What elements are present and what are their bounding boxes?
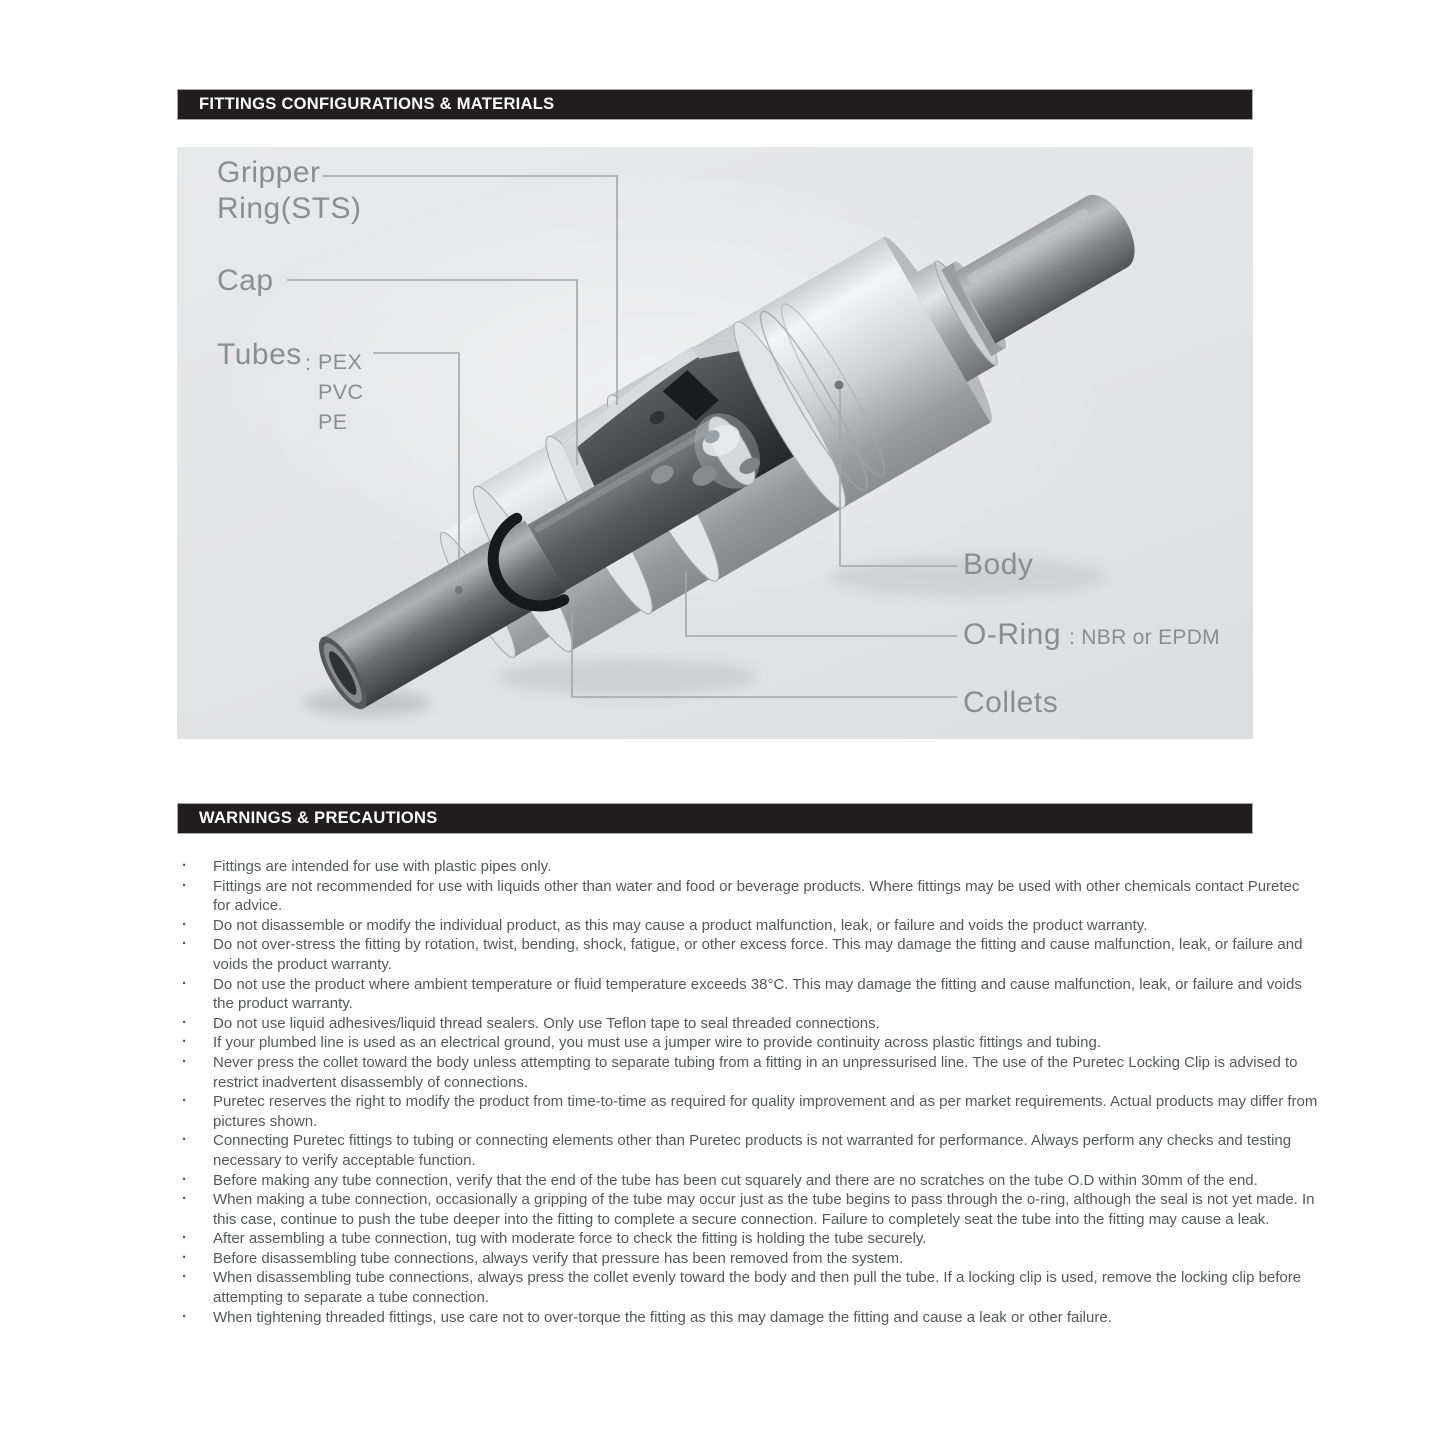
tube-callout-dot	[455, 586, 463, 594]
warnings-list	[177, 857, 1318, 1327]
label-o-ring-materials: : NBR or EPDM	[1069, 626, 1220, 649]
warning-item: · When tightening threaded fittings, use care not to over-torque the fitting as this may damage the fitting and cause a leak or other failure.	[177, 1308, 1318, 1328]
label-collets: Collets	[963, 686, 1059, 719]
warning-item: · Before disassembling tube connections, always verify that pressure has been removed from the system.	[177, 1249, 1318, 1269]
label-tube-material-pe: PE	[318, 410, 348, 434]
label-o-ring: O-Ring : NBR or EPDM	[963, 617, 1220, 656]
warning-item: · When making a tube connection, occasionally a gripping of the tube may occur just as the tube begins to pass through the o-ring, although the seal is not yet made. In this case, continue to push the tube deeper into the fitting to complete a secure connection. Failure to completely seat the tube into the fitting may cause a leak.	[177, 1190, 1318, 1229]
body-callout-dot	[835, 381, 844, 390]
warning-item: · Never press the collet toward the body unless attempting to separate tubing from a fitting in an unpressurised line. The use of the Puretec Locking Clip is advised to restrict inadvertent disassembly of connections.	[177, 1053, 1318, 1092]
warning-item: · Fittings are not recommended for use with liquids other than water and food or beverage products. Where fittings may be used with other chemicals contact Puretec for advice.	[177, 877, 1318, 916]
label-tube-material-pvc: PVC	[318, 380, 364, 404]
warning-item: · Do not over-stress the fitting by rotation, twist, bending, shock, fatigue, or other excess force. This may damage the fitting and cause malfunction, leak, or failure and voids the product warranty.	[177, 935, 1318, 974]
fittings-diagram-panel	[177, 147, 1253, 739]
section-header-warnings	[177, 803, 1253, 834]
warning-item: · Connecting Puretec fittings to tubing or connecting elements other than Puretec products is not warranted for performance. Always perform any checks and testing necessary to verify acceptable function.	[177, 1131, 1318, 1170]
leader-gripper-ring	[322, 176, 617, 405]
label-tubes-separator: :	[305, 351, 312, 375]
warning-item: · When disassembling tube connections, always press the collet evenly toward the body and then pull the tube. If a locking clip is used, remove the locking clip before attempting to separate a tube connection.	[177, 1268, 1318, 1307]
section-header-warnings-title: WARNINGS & PRECAUTIONS	[199, 809, 438, 827]
warning-item: · Puretec reserves the right to modify the product from time-to-time as required for quality improvement and as per market requirements. Actual products may differ from pictures shown.	[177, 1092, 1318, 1131]
label-cap: Cap	[217, 264, 274, 297]
warning-item: · Fittings are intended for use with plastic pipes only.	[177, 857, 1318, 877]
warning-item: · Do not disassemble or modify the individual product, as this may cause a product malfunction, leak, or failure and voids the product warranty.	[177, 916, 1318, 936]
label-body: Body	[963, 548, 1034, 581]
warning-item: · After assembling a tube connection, tug with moderate force to check the fitting is holding the tube securely.	[177, 1229, 1318, 1249]
label-gripper-ring: Gripper Ring(STS)	[217, 156, 362, 225]
label-tube-material-pex: PEX	[318, 350, 363, 374]
warning-item: · Do not use liquid adhesives/liquid thread sealers. Only use Teflon tape to seal threaded connections.	[177, 1014, 1318, 1034]
warning-item: · Do not use the product where ambient temperature or fluid temperature exceeds 38°C. This may damage the fitting and cause malfunction, leak, or failure and voids the product warranty.	[177, 975, 1318, 1014]
tube-right	[954, 185, 1146, 343]
section-header-fittings	[177, 89, 1253, 120]
label-tubes: Tubes	[217, 338, 302, 371]
warning-item: · If your plumbed line is used as an electrical ground, you must use a jumper wire to provide continuity across plastic fittings and tubing.	[177, 1033, 1318, 1053]
section-header-fittings-title: FITTINGS CONFIGURATIONS & MATERIALS	[199, 95, 555, 113]
warning-item: · Before making any tube connection, verify that the end of the tube has been cut squarely and there are no scratches on the tube O.D within 30mm of the end.	[177, 1171, 1318, 1191]
